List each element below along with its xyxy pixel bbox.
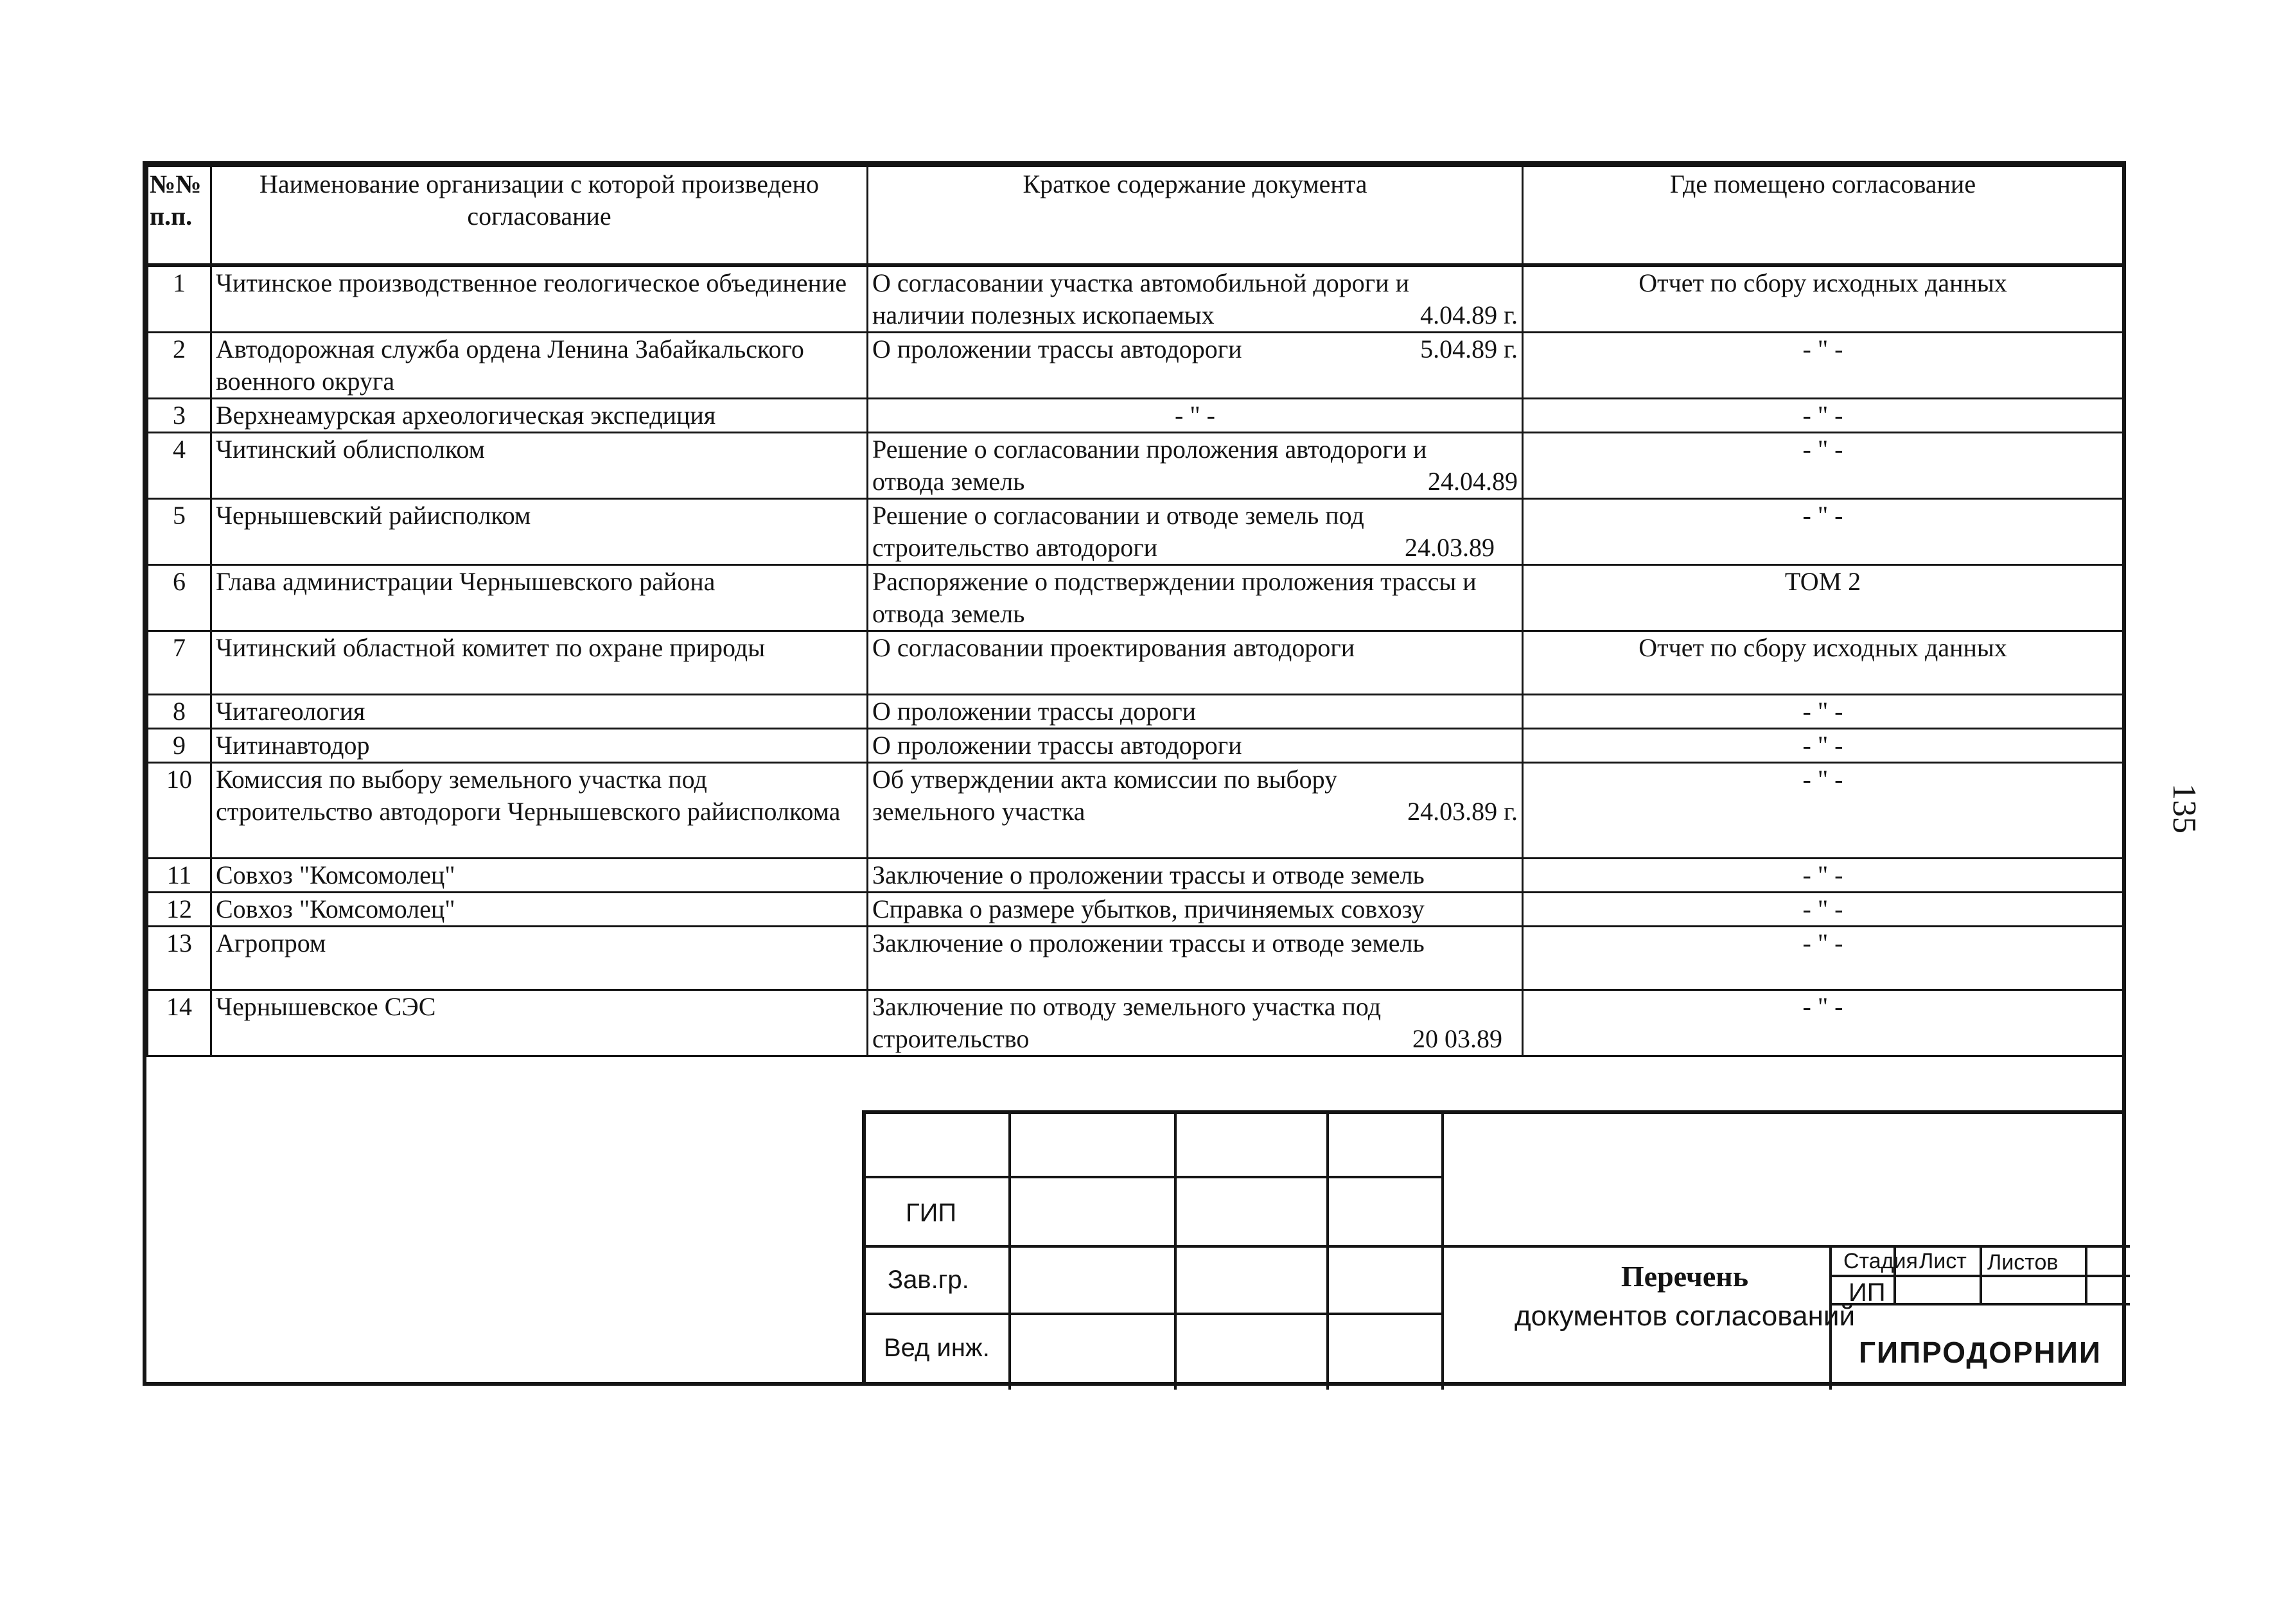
row-organization: Читинский облисполком: [211, 433, 868, 499]
table-row: [148, 433, 2123, 499]
table-row: [148, 631, 2123, 695]
row-organization: Верхнеамурская археологическая экспедиция: [211, 399, 868, 433]
row-content-text: Решение о согласовании проложения автодороги и отвода земель: [872, 435, 1427, 496]
stamp-divider: [1980, 1245, 1982, 1303]
stamp-divider: [2085, 1245, 2087, 1303]
row-number: 13: [148, 927, 211, 990]
row-number: 7: [148, 631, 211, 695]
table-row: [148, 990, 2123, 1056]
row-number: 3: [148, 399, 211, 433]
row-content: О согласовании проектирования автодороги: [868, 631, 1523, 695]
row-organization: Читинский областной комитет по охране природы: [211, 631, 868, 695]
row-location: - " -: [1523, 729, 2123, 763]
table-row: [148, 333, 2123, 399]
row-location: - " -: [1523, 990, 2123, 1056]
row-content: Заключение о проложении трассы и отводе земель: [868, 927, 1523, 990]
table-row: [148, 893, 2123, 927]
table-row: [148, 729, 2123, 763]
table-row: [148, 399, 2123, 433]
table-row: [148, 859, 2123, 893]
row-date: 4.04.89 г.: [1420, 301, 1518, 329]
organization-name: ГИПРОДОРНИИ: [1858, 1336, 2102, 1369]
sheet-label: Лист: [1919, 1249, 1967, 1273]
role-ved-inzh: Вед инж.: [884, 1334, 990, 1362]
title-block-stamp: [862, 1110, 2126, 1386]
row-content-text: Заключение по отводу земельного участка под строительство: [872, 992, 1382, 1053]
row-location: Отчет по сбору исходных данных: [1523, 265, 2123, 333]
row-content: [868, 990, 1523, 1056]
table-row: [148, 565, 2123, 631]
row-number: 10: [148, 763, 211, 859]
row-content-text: О проложении трассы автодороги: [872, 335, 1242, 363]
stage-value: ИП: [1849, 1279, 1886, 1307]
role-zav-gr: Зав.гр.: [888, 1266, 969, 1294]
table-row: [148, 927, 2123, 990]
document-sheet: [143, 161, 2126, 1386]
row-content: О проложении трассы автодороги: [868, 729, 1523, 763]
row-number: 6: [148, 565, 211, 631]
row-organization: Совхоз "Комсомолец": [211, 893, 868, 927]
row-number: 14: [148, 990, 211, 1056]
stage-label: Стадия: [1843, 1249, 1918, 1273]
row-content: [868, 763, 1523, 859]
row-content: [868, 433, 1523, 499]
row-location: - " -: [1523, 399, 2123, 433]
row-location: - " -: [1523, 859, 2123, 893]
row-organization: Комиссия по выбору земельного участка под строительство автодороги Чернышевского райисполкома: [211, 763, 868, 859]
header-organization: Наименование организации с которой произведено согласование: [211, 166, 868, 266]
stamp-divider: [1441, 1114, 1444, 1390]
row-organization: Чернышевское СЭС: [211, 990, 868, 1056]
row-location: - " -: [1523, 333, 2123, 399]
row-organization: Агропром: [211, 927, 868, 990]
table-header-row: [148, 166, 2123, 266]
row-number: 2: [148, 333, 211, 399]
row-content-text: Решение о согласовании и отводе земель под строительство автодороги: [872, 501, 1364, 562]
row-content: Распоряжение о подстверждении проложения трассы и отвода земель: [868, 565, 1523, 631]
row-number: 1: [148, 265, 211, 333]
row-number: 9: [148, 729, 211, 763]
row-number: 11: [148, 859, 211, 893]
row-number: 8: [148, 695, 211, 729]
row-date: 24.04.89: [1428, 467, 1518, 496]
row-organization: Читинское производственное геологическое объединение: [211, 265, 868, 333]
row-organization: Читагеология: [211, 695, 868, 729]
header-number: №№ п.п.: [148, 166, 211, 266]
row-organization: Чернышевский райисполком: [211, 499, 868, 565]
table-row: [148, 763, 2123, 859]
stamp-subtitle: документов согласований: [1514, 1300, 1856, 1332]
row-content: [868, 399, 1523, 433]
row-date: 5.04.89 г.: [1420, 335, 1518, 363]
header-location: Где помещено согласование: [1523, 166, 2123, 266]
row-content: [868, 499, 1523, 565]
row-number: 12: [148, 893, 211, 927]
header-content: Краткое содержание документа: [868, 166, 1523, 266]
row-location: - " -: [1523, 893, 2123, 927]
row-content: Справка о размере убытков, причиняемых совхозу: [868, 893, 1523, 927]
sheets-label: Листов: [1987, 1250, 2059, 1275]
row-location: ТОМ 2: [1523, 565, 2123, 631]
role-gip: ГИП: [906, 1199, 957, 1227]
table-row: [148, 265, 2123, 333]
row-location: - " -: [1523, 763, 2123, 859]
row-content-text: О согласовании участка автомобильной дороги и наличии полезных ископаемых: [872, 268, 1409, 329]
row-content-text: - " -: [1175, 401, 1215, 430]
row-content: [868, 333, 1523, 399]
row-date: 24.03.89 г.: [1407, 797, 1518, 826]
table-row: [148, 499, 2123, 565]
row-location: - " -: [1523, 695, 2123, 729]
row-date: 20 03.89: [1412, 1024, 1502, 1053]
approvals-table: [146, 165, 2124, 1057]
row-organization: Глава администрации Чернышевского района: [211, 565, 868, 631]
stamp-divider: [866, 1245, 2130, 1248]
row-location: - " -: [1523, 927, 2123, 990]
row-organization: Автодорожная служба ордена Ленина Забайкальского военного округа: [211, 333, 868, 399]
row-content: О проложении трассы дороги: [868, 695, 1523, 729]
row-content: Заключение о проложении трассы и отводе земель: [868, 859, 1523, 893]
stamp-title: Перечень: [1621, 1260, 1749, 1293]
stamp-divider: [1326, 1114, 1329, 1390]
row-organization: Читинавтодор: [211, 729, 868, 763]
row-number: 5: [148, 499, 211, 565]
row-number: 4: [148, 433, 211, 499]
stamp-divider: [866, 1176, 1441, 1178]
page-number: 135: [2166, 783, 2202, 834]
row-date: 24.03.89: [1405, 533, 1495, 562]
stamp-divider: [1008, 1114, 1011, 1390]
stamp-divider: [1174, 1114, 1177, 1390]
stamp-divider: [866, 1313, 1441, 1315]
row-content-text: Об утверждении акта комиссии по выбору земельного участка: [872, 765, 1338, 826]
row-organization: Совхоз "Комсомолец": [211, 859, 868, 893]
row-location: Отчет по сбору исходных данных: [1523, 631, 2123, 695]
row-content: [868, 265, 1523, 333]
row-location: - " -: [1523, 433, 2123, 499]
row-location: - " -: [1523, 499, 2123, 565]
table-row: [148, 695, 2123, 729]
